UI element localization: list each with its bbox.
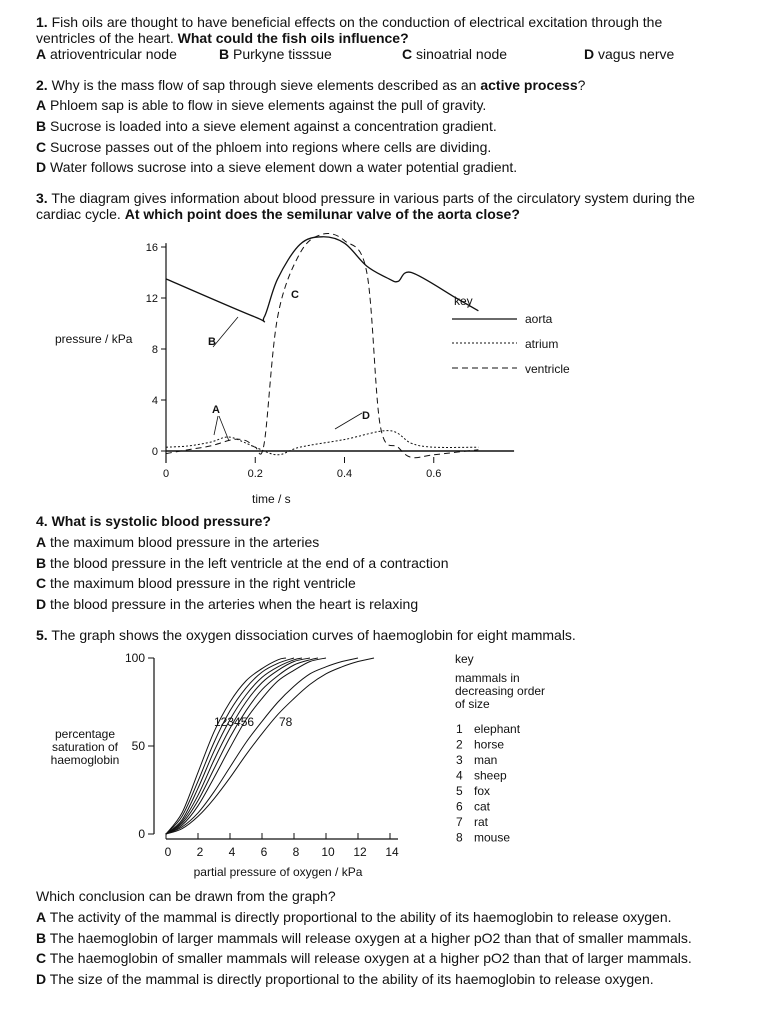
c2-ylabel-line1: percentage [54, 727, 116, 741]
c2-x-tick-label: 8 [292, 845, 300, 859]
q5-number: 5. [36, 627, 48, 643]
c1-y-tick-label: 8 [151, 344, 158, 356]
q1-option-b: B Purkyne tisssue [219, 46, 332, 62]
c1-y-tick-label: 0 [151, 446, 158, 458]
c1-annotation-d: D [362, 410, 370, 422]
q2-option-a: A Phloem sap is able to flow in sieve elements against the pull of gravity. [36, 97, 487, 113]
c2-series-sheep [166, 658, 310, 834]
q5-option-b: B The haemoglobin of larger mammals will release oxygen at a higher pO2 than that of smaller mammals. [36, 930, 692, 946]
c2-key-number: 1 [456, 722, 463, 736]
c2-key-label: fox [474, 784, 491, 798]
c2-ylabel-line3: haemoglobin [50, 753, 120, 767]
c2-key-number: 6 [456, 799, 463, 814]
q1-stem-cont: ventricles of the heart. [36, 30, 174, 46]
c1-series-aorta [166, 237, 478, 322]
q4-question: 4. What is systolic blood pressure? [36, 513, 271, 529]
c2-key-label: mouse [474, 830, 511, 845]
q1-question: What could the fish oils influence? [177, 30, 409, 46]
c1-x-axis-label: time / s [252, 492, 291, 506]
c2-curve-label-1-6: 123456 [214, 715, 255, 729]
c1-annotation-a: A [212, 404, 220, 416]
q2-option-d: D Water follows sucrose into a sieve element down a water potential gradient. [36, 159, 518, 175]
q2-emphasis: active process [480, 77, 578, 93]
c1-x-tick-label: 0.6 [426, 468, 442, 480]
c2-key-label: cat [474, 799, 491, 814]
q2-stem: 2. Why is the mass flow of sap through sieve elements described as an active process? [36, 77, 586, 93]
c1-pointer-a2 [219, 416, 229, 441]
c2-y-tick-label: 50 [131, 739, 145, 753]
c2-curve-label-7-8: 78 [279, 715, 293, 729]
q4-option-b: B the blood pressure in the left ventricle at the end of a contraction [36, 555, 449, 571]
q1-option-a: A atrioventricular node [36, 46, 177, 62]
c1-key-title: key [454, 294, 473, 308]
c2-key-subtitle-1: mammals in [455, 671, 520, 685]
q2-option-c: C Sucrose passes out of the phloem into regions where cells are dividing. [36, 139, 492, 155]
c2-series-rat [166, 658, 358, 834]
c2-key-subtitle-3: of size [455, 697, 490, 711]
q1-stem-line2 [36, 30, 409, 46]
q3-number: 3. [36, 190, 48, 206]
q4-option-c: C the maximum blood pressure in the right ventricle [36, 575, 356, 591]
q5-option-a: A The activity of the mammal is directly proportional to the ability of its haemoglobin to release oxygen. [36, 909, 672, 925]
q1-number: 1. [36, 14, 48, 30]
q4-option-a: A the maximum blood pressure in the arteries [36, 534, 320, 550]
c1-pointer-d [335, 413, 362, 429]
q1-stem: Fish oils are thought to have beneficial effects on the conduction of electrical excitation through the [51, 14, 663, 30]
c2-ylabel-line2: saturation of [51, 740, 119, 754]
c1-annotation-c: C [291, 289, 299, 301]
c2-x-tick-label: 0 [164, 845, 172, 859]
q4-option-d: D the blood pressure in the arteries when the heart is relaxing [36, 596, 419, 612]
c2-key-number: 5 [456, 784, 463, 798]
q5-stem: 5. The graph shows the oxygen dissociation curves of haemoglobin for eight mammals. [36, 627, 576, 643]
c2-x-tick-label: 12 [353, 845, 367, 859]
c2-xlabel: partial pressure of oxygen / kPa [193, 865, 363, 879]
c2-key-number: 4 [456, 768, 463, 783]
c1-key-label-aorta: aorta [525, 312, 553, 326]
c2-x-tick-label: 2 [196, 845, 204, 859]
c1-x-tick-label: 0 [162, 468, 170, 480]
q2-option-b: B Sucrose is loaded into a sieve element against a concentration gradient. [36, 118, 497, 134]
c2-key-title: key [455, 652, 474, 666]
q1-option-c: C sinoatrial node [402, 46, 508, 62]
c2-key-number: 7 [456, 815, 463, 829]
c1-key-label-ventricle: ventricle [525, 362, 570, 376]
c2-key-label: horse [474, 737, 505, 752]
blood-pressure-chart [0, 222, 768, 512]
c2-key-number: 3 [456, 753, 463, 767]
c1-pointer-a1 [214, 416, 218, 435]
c2-y-tick-label: 100 [124, 651, 145, 665]
c1-key-label-atrium: atrium [525, 337, 559, 351]
c2-key-number: 8 [456, 830, 463, 845]
c2-key-label: man [474, 753, 498, 767]
c1-y-tick-label: 16 [145, 242, 158, 254]
q5-conclusion-prompt: Which conclusion can be drawn from the graph? [36, 888, 336, 904]
q3-stem-line1: 3. The diagram gives information about blood pressure in various parts of the circulatory system during the [36, 190, 695, 206]
q5-option-d: D The size of the mammal is directly proportional to the ability of its haemoglobin to release oxygen. [36, 971, 654, 987]
q5-option-c: C The haemoglobin of smaller mammals will release oxygen at a higher pO2 than that of larger mammals. [36, 950, 692, 966]
oxygen-dissociation-chart [0, 644, 768, 884]
c1-y-tick-label: 4 [151, 395, 158, 407]
c2-key-number: 2 [456, 737, 463, 752]
c2-x-tick-label: 6 [260, 845, 268, 859]
q2-number: 2. [36, 77, 48, 93]
q1-stem-line1 [36, 14, 662, 30]
c1-y-tick-label: 12 [145, 293, 158, 305]
c1-y-axis-label: pressure / kPa [55, 332, 133, 346]
c2-x-tick-label: 4 [228, 845, 236, 859]
c1-annotation-b: B [208, 336, 216, 348]
q3-question: At which point does the semilunar valve of the aorta close? [124, 206, 520, 222]
c2-x-tick-label: 14 [385, 845, 399, 859]
c2-key-label: elephant [474, 722, 521, 736]
c2-x-tick-label: 10 [321, 845, 335, 859]
c1-pointer-b [213, 317, 238, 347]
q1-option-d: D vagus nerve [584, 46, 675, 62]
q4-number: 4. [36, 513, 48, 529]
c2-key-label: rat [474, 815, 489, 829]
c2-key-subtitle-2: decreasing order [455, 684, 546, 698]
c1-x-tick-label: 0.4 [336, 468, 353, 480]
q3-stem-line2: cardiac cycle. At which point does the semilunar valve of the aorta close? [36, 206, 520, 222]
c2-y-tick-label: 0 [138, 827, 145, 841]
c2-key-label: sheep [474, 768, 507, 783]
c1-x-tick-label: 0.2 [247, 468, 263, 480]
c2-series-cat [166, 658, 326, 834]
